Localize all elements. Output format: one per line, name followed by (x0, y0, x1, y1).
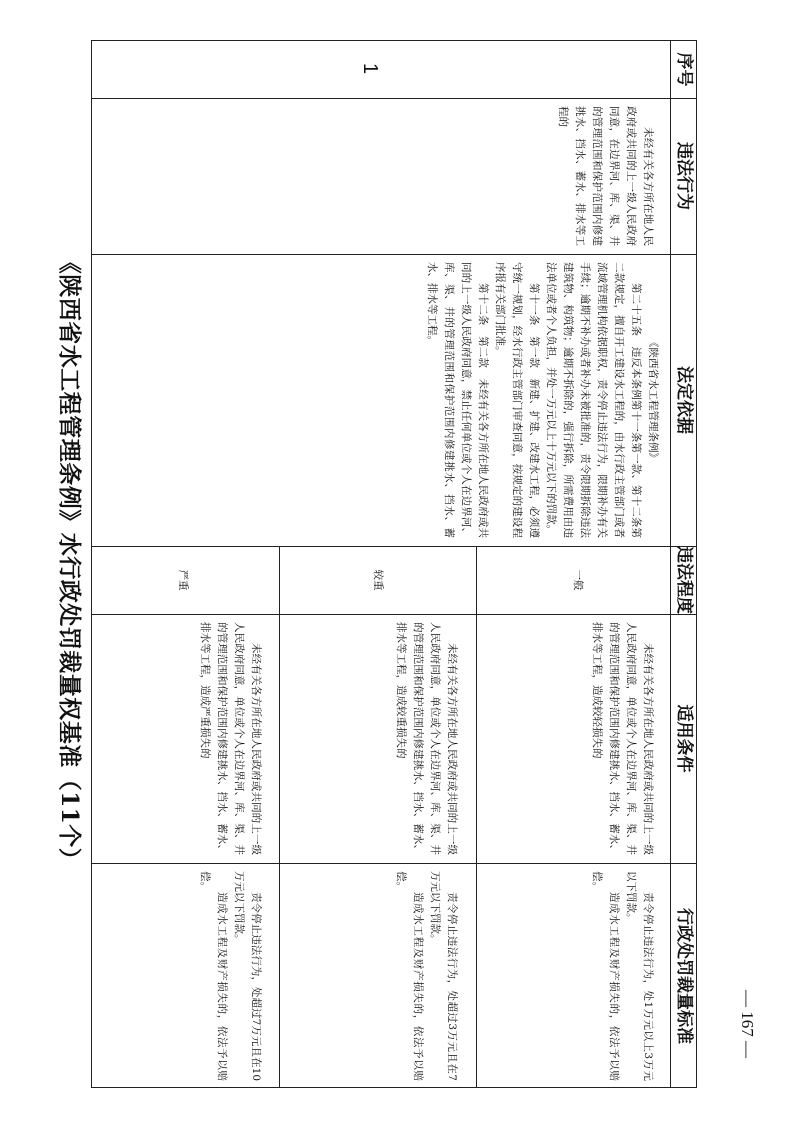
document-title: 《陕西省水工程管理条例》水行政处罚裁量权基准（11个） (56, 250, 83, 872)
article-25: 第二十五条 违反本条例第十一条第一款、第十二条第二款规定，擅自开工建设水工程的，由水行政主管部门或者流域管理机构依据职权，责令停止违法行为，限期补办有关手续；逾期不补办或者补办未被批准的，责令限期拆除违法建筑物、构筑物；逾期不拆除的，强行拆除，所需费用由违法单位或者个人负担，并处一万元以上十万元以下的罚款。 (545, 262, 642, 538)
penalty-table (91, 40, 697, 1088)
law-name: 《陕西省水工程管理条例》 (647, 337, 659, 463)
column-divider (92, 98, 696, 99)
column-divider (92, 614, 696, 615)
standard-serious: 责令停止违法行为，处超过3万元且在7万元以下罚款。 造成水工程及财产损失的，依法予以赔偿。 (395, 871, 458, 1081)
violation-description: 未经有关各方所在地人民政府或共同的上一级人民政府同意，在边界河、库、渠、井的管理范围和保护范围内修建挑水、挡水、蓄水、排水等工程的 (557, 106, 654, 246)
degree-severe: 严重 (177, 569, 189, 591)
row-serial: 1 (359, 63, 381, 75)
row-divider (279, 546, 280, 1088)
condition-severe: 未经有关各方所在地人民政府或共同的上一级人民政府同意，单位或个人在边界河、库、渠、井的管理范围和保护范围内修建挑水、挡水、蓄水、排水等工程，造成严重损失的 (199, 622, 262, 855)
page-number: — 167 — (738, 990, 757, 1058)
article-12: 第十二条 第二款 未经有关各方所在地人民政府或共同的上一级人民政府同意，禁止任何单位或个人在边界河、库、渠、井的管理范围和保护范围内修建挑水、挡水、蓄水、排水等工程。 (426, 262, 489, 538)
degree-general: 一般 (572, 569, 584, 591)
article-11: 第十一条 第一款 新建、扩建、改建水工程，必须遵守统一规划，经水行政主管部门审查同意，按规定的建设程序报有关部门批准。 (494, 262, 540, 538)
header-violation: 违法行为 (674, 142, 694, 210)
header-degree: 违法程度 (674, 546, 694, 614)
condition-serious: 未经有关各方所在地人民政府或共同的上一级人民政府同意，单位或个人在边界河、库、渠、井的管理范围和保护范围内修建挑水、挡水、蓄水、排水等工程，造成较重损失的 (395, 622, 458, 855)
legal-basis-text (423, 262, 661, 538)
header-serial: 序号 (674, 52, 694, 87)
column-divider (92, 863, 696, 864)
degree-serious: 较重 (372, 569, 384, 591)
condition-general: 未经有关各方所在地人民政府或共同的上一级人民政府同意，单位或个人在边界河、库、渠、井的管理范围和保护范围内修建挑水、挡水、蓄水、排水等工程，造成较轻损失的 (591, 622, 654, 855)
standard-general: 责令停止违法行为，处1万元以上3万元以下罚款。 造成水工程及财产损失的，依法予以赔偿。 (591, 871, 654, 1081)
column-divider (92, 254, 696, 255)
header-standard: 行政处罚裁量标准 (674, 908, 694, 1044)
standard-severe: 责令停止违法行为，处超过7万元且在10万元以下罚款。 造成水工程及财产损失的，依法予以赔偿。 (199, 871, 262, 1081)
header-legal-basis: 法定依据 (674, 366, 694, 434)
row-divider (476, 546, 477, 1088)
header-conditions: 适用条件 (674, 704, 694, 773)
